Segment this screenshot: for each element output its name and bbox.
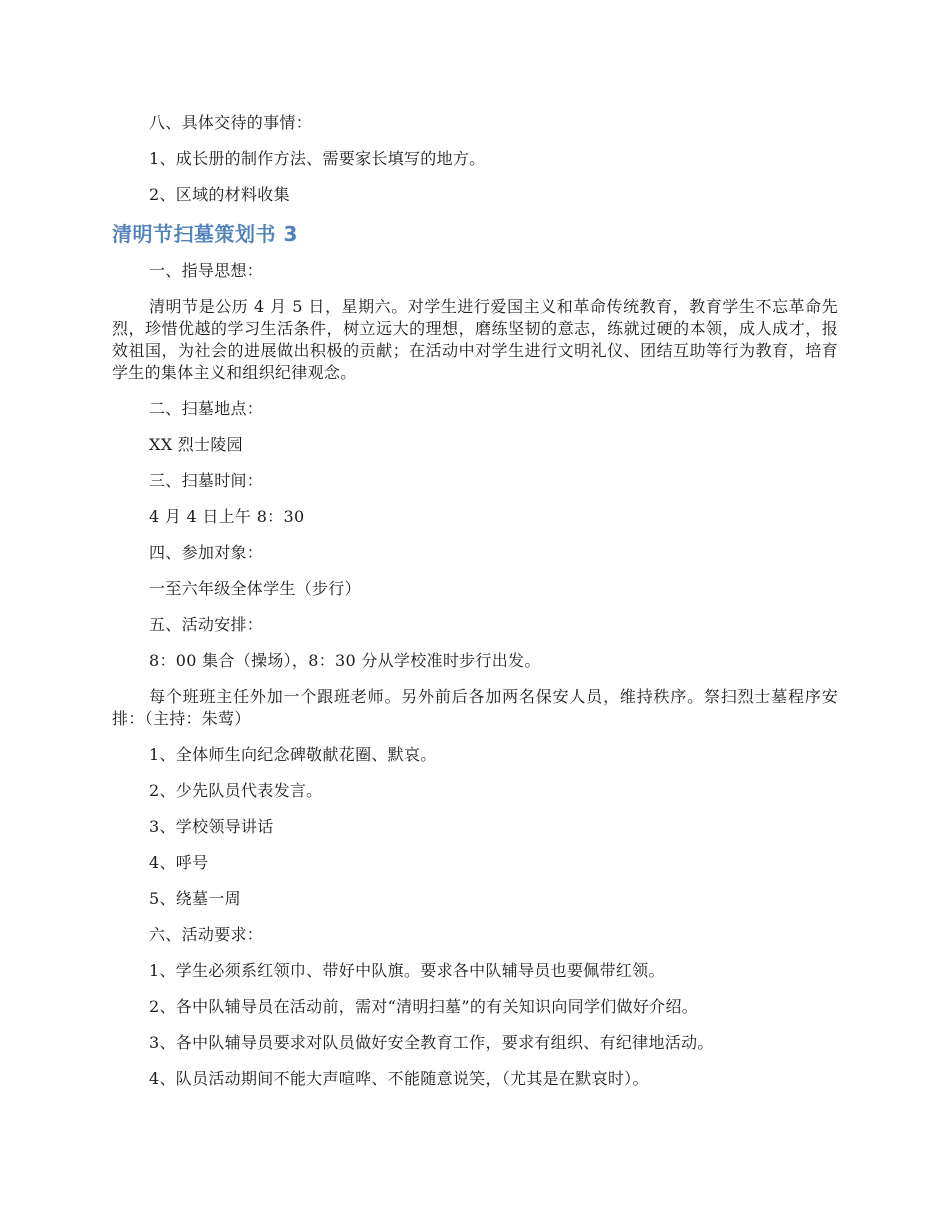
- list-item: 3、各中队辅导员要求对队员做好安全教育工作，要求有组织、有纪律地活动。: [149, 1033, 714, 1052]
- list-item: 4、呼号: [149, 853, 209, 872]
- paragraph-schedule: 8：00 集合（操场），8：30 分从学校准时步行出发。: [149, 651, 541, 670]
- heading-item-8: 八、具体交待的事情：: [149, 113, 313, 132]
- heading-requirements: 六、活动要求：: [149, 925, 264, 944]
- list-item: 1、学生必须系红领巾、带好中队旗。要求各中队辅导员也要佩带红领。: [149, 961, 665, 980]
- paragraph-participants: 一至六年级全体学生（步行）: [149, 579, 361, 598]
- list-item: 2、各中队辅导员在活动前，需对“清明扫墓”的有关知识向同学们做好介绍。: [149, 997, 699, 1016]
- paragraph-location: XX 烈士陵园: [149, 435, 243, 454]
- list-item: 2、少先队员代表发言。: [149, 781, 323, 800]
- heading-time: 三、扫墓时间：: [149, 471, 264, 490]
- list-item: 5、绕墓一周: [149, 889, 241, 908]
- list-item: 1、全体师生向纪念碑敬献花圈、默哀。: [149, 745, 437, 764]
- heading-schedule: 五、活动安排：: [149, 615, 264, 634]
- heading-guiding-thought: 一、指导思想：: [149, 261, 264, 280]
- heading-participants: 四、参加对象：: [149, 543, 264, 562]
- list-item: 1、成长册的制作方法、需要家长填写的地方。: [149, 149, 486, 168]
- paragraph-time: 4 月 4 日上午 8：30: [149, 507, 305, 526]
- list-item: 3、学校领导讲话: [149, 817, 274, 836]
- paragraph-arrangement: 每个班班主任外加一个跟班老师。另外前后各加两名保安人员，维持秩序。祭扫烈士墓程序安排：（主持：朱莺）: [112, 687, 838, 728]
- list-item: 4、队员活动期间不能大声喧哗、不能随意说笑，（尤其是在默哀时）。: [149, 1069, 649, 1088]
- heading-location: 二、扫墓地点：: [149, 399, 264, 418]
- paragraph-guiding-thought: 清明节是公历 4 月 5 日，星期六。对学生进行爱国主义和革命传统教育，教育学生不忘革命先烈，珍惜优越的学习生活条件，树立远大的理想，磨练坚韧的意志，练就过硬的本领，成人成才，报效祖国，为社会的进展做出积极的贡献；在活动中对学生进行文明礼仪、团结互助等行为教育，培育学生的集体主义和组织纪律观念。: [112, 297, 838, 382]
- list-item: 2、区域的材料收集: [149, 185, 290, 204]
- section-title: 清明节扫墓策划书 3: [112, 222, 298, 246]
